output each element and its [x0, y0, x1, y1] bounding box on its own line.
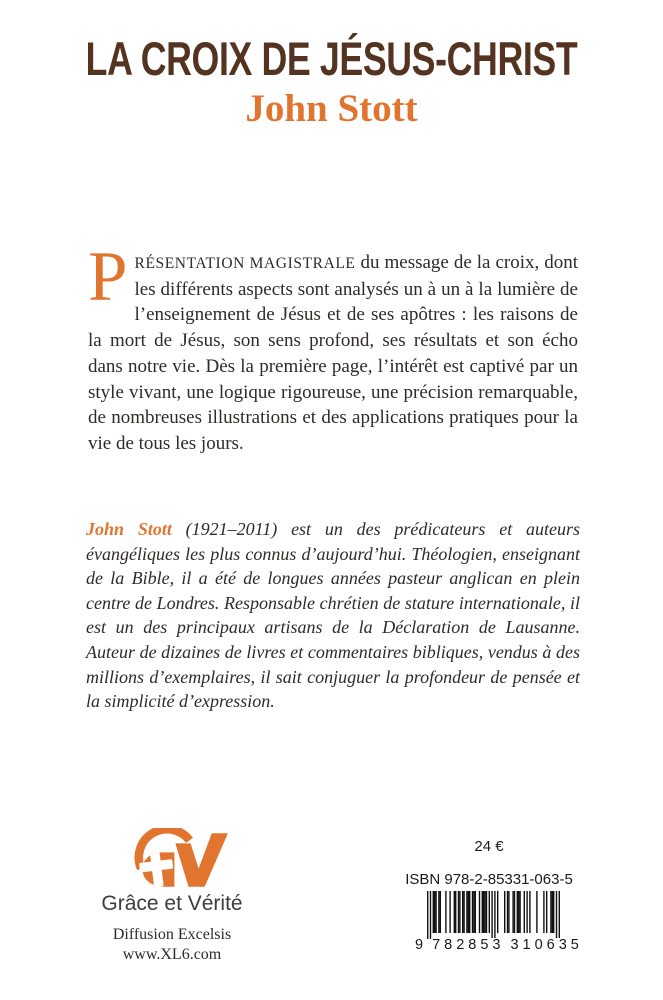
publisher-block [86, 828, 258, 964]
synopsis-body: du message de la croix, dont les différents aspects sont analysés un à un à la lumière de l’enseignement de Jésus et de ses apôtres : les raisons de la mort de Jésus, son sens profond, ses résultats et son écho dans notre vie. Dès la première page, l’intérêt est captivé par un style vivant, une logique rigoureuse, une précision remarquable, de nombreuses illustrations et des applications pratiques pour la vie de tous les jours. [88, 252, 578, 454]
drop-cap: P [88, 238, 128, 316]
author-name: John Stott [245, 87, 418, 130]
barcode-digits-group2: 310635 [510, 937, 583, 953]
book-title-text: LA CROIX DE JÉSUS-CHRIST [85, 32, 578, 85]
bio-author-name: John Stott [86, 519, 172, 539]
isbn-label: ISBN 978-2-85331-063-5 [405, 871, 573, 888]
synopsis-lead: RÉSENTATION MAGISTRALE [134, 255, 356, 272]
bio-text: (1921–2011) est un des prédicateurs et auteurs évangéliques les plus connus d’aujourd’hui. Théologien, enseignant de la Bible, il a été de longues années pasteur anglican en plein centre de Londres. Responsable chrétien de stature internationale, il est un des principaux artisans de la Déclaration de Lausanne. Auteur de dizaines de livres et commentaires bibliques, vendus à des millions d’exemplaires, il sait conjuguer la profondeur de pensée et la simplicité d’expression. [86, 519, 580, 712]
grace-et-verite-logo-icon [134, 828, 235, 890]
price: 24 € [474, 838, 504, 855]
page-title [0, 32, 663, 85]
synopsis-paragraph [88, 238, 578, 457]
publisher-name: Grâce et Vérité [101, 892, 243, 915]
barcode-digit-left: 9 [415, 937, 424, 953]
publisher-website: www.XL6.com [122, 946, 222, 963]
barcode-digits-group1: 782853 [432, 937, 505, 953]
barcode-bars [415, 891, 563, 939]
barcode [414, 891, 583, 953]
barcode-digits [414, 937, 583, 953]
commerce-block [398, 838, 583, 953]
author-bio-paragraph [86, 517, 580, 714]
distributor-name: Diffusion Excelsis [112, 926, 232, 943]
header [0, 32, 663, 132]
